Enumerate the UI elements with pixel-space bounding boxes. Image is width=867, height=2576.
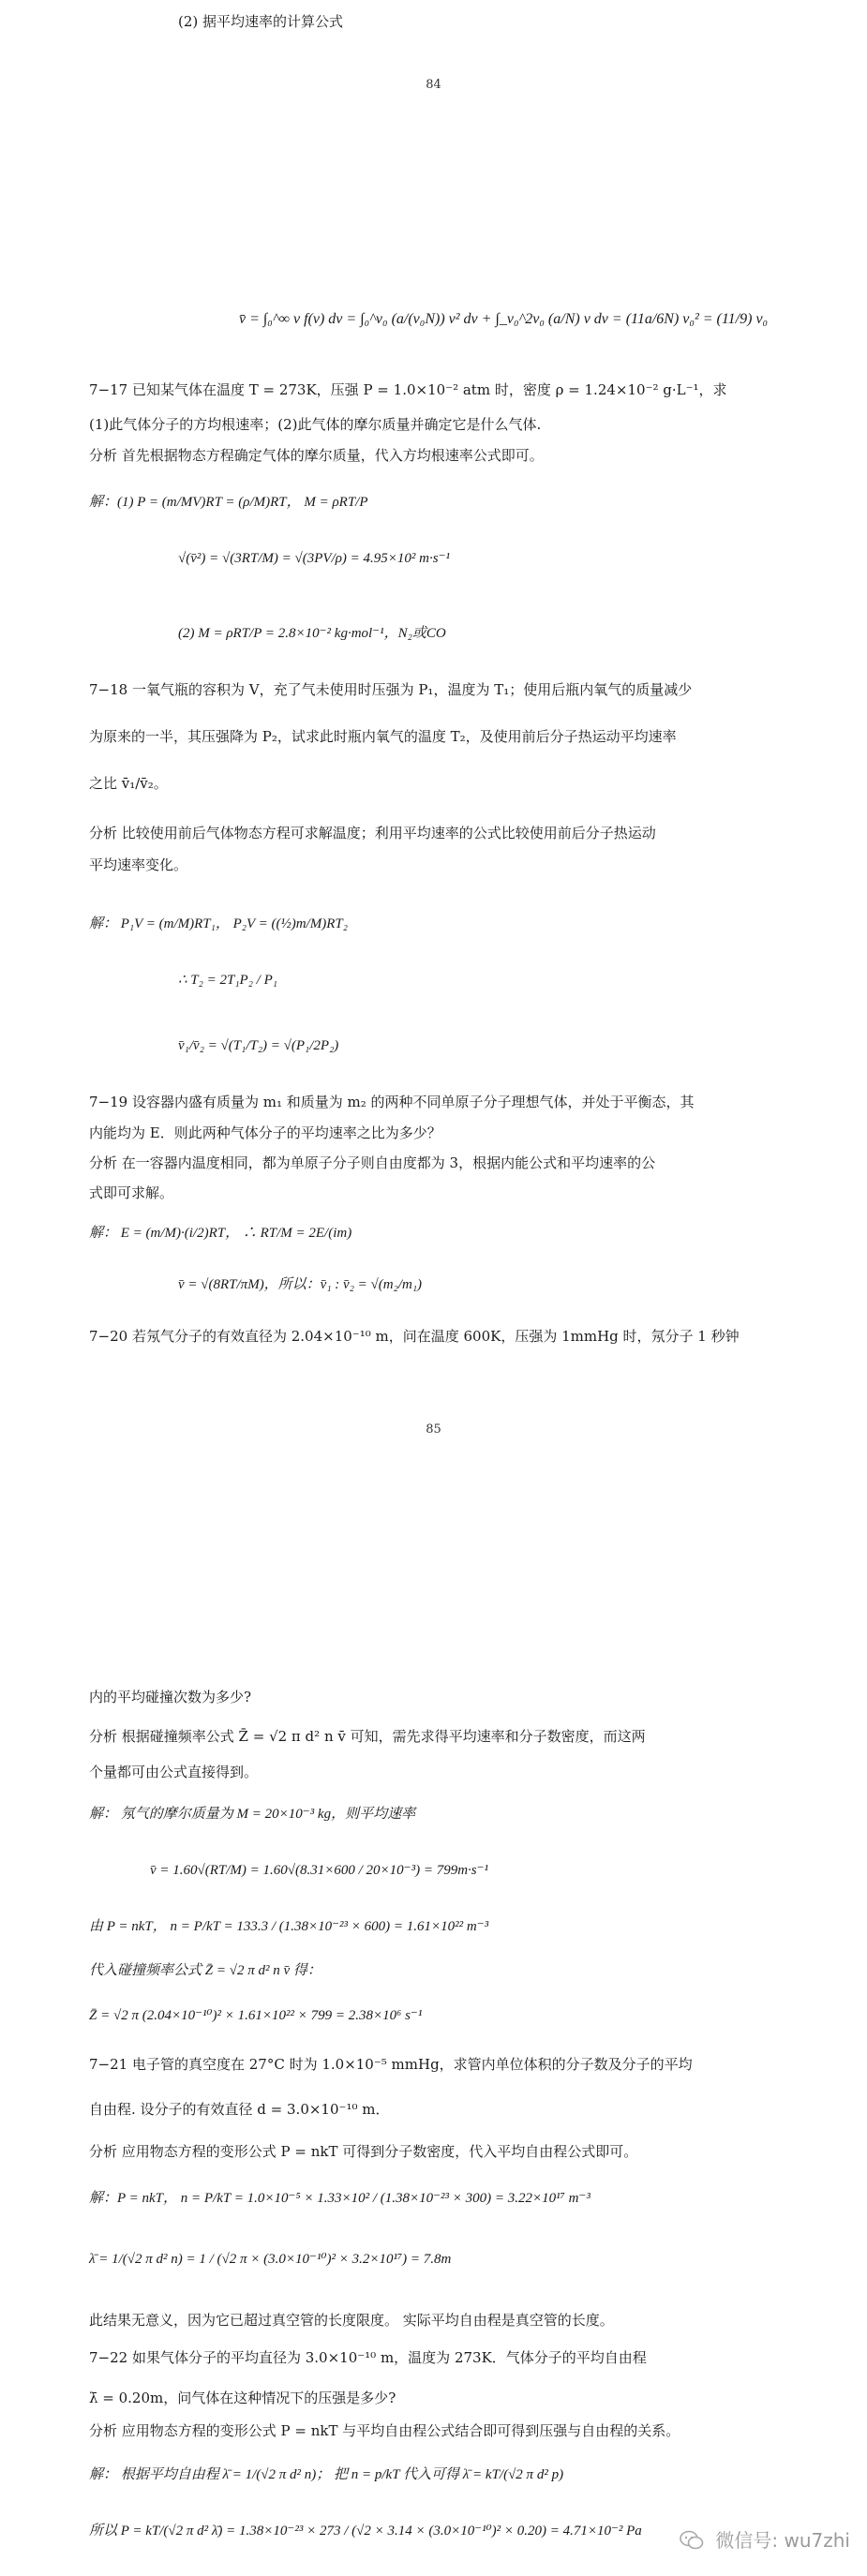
- problem-7-20-analysis-2: 个量都可由公式直接得到。: [89, 1764, 259, 1780]
- problem-7-18-statement-3: 之比 v̄₁/v̄₂。: [89, 775, 168, 792]
- problem-7-17-questions: (1)此气体分子的方均根速率；(2)此气体的摩尔质量并确定它是什么气体.: [89, 416, 542, 433]
- problem-7-18-solution-2: ∴ T₂ = 2T₁P₂ / P₁: [178, 973, 277, 988]
- problem-7-17-solution-3: (2) M = ρRT/P = 2.8×10⁻² kg·mol⁻¹，N₂或CO: [178, 626, 446, 641]
- problem-7-20-solution-3: 由 P = nkT， n = P/kT = 133.3 / (1.38×10⁻²³ × 600) = 1.61×10²² m⁻³: [89, 1919, 489, 1934]
- problem-7-21-solution-1: 解：P = nkT， n = P/kT = 1.0×10⁻⁵ × 1.33×10² / (1.38×10⁻²³ × 300) = 3.22×10¹⁷ m⁻³: [89, 2191, 590, 2206]
- problem-7-20-solution-2: v̄ = 1.60√(RT/M) = 1.60√(8.31×600 / 20×10⁻³) = 799m·s⁻¹: [150, 1863, 489, 1878]
- problem-7-21-note: 此结果无意义，因为它已超过真空管的长度限度。 实际平均自由程是真空管的长度。: [89, 2312, 614, 2329]
- problem-7-18-statement-1: 7−18 一氧气瓶的容积为 V，充了气未使用时压强为 P₁，温度为 T₁；使用后瓶内氧气的质量减少: [89, 681, 693, 698]
- problem-7-22-solution-1: 解： 根据平均自由程 λ̄ = 1/(√2 π d² n)； 把 n = p/kT 代入可得 λ̄ = kT/(√2 π d² p): [89, 2467, 564, 2482]
- problem-7-19-statement-2: 内能均为 E．则此两种气体分子的平均速率之比为多少？: [89, 1124, 441, 1141]
- problem-7-22-statement-2: λ̄ = 0.20m，问气体在这种情况下的压强是多少?: [89, 2390, 396, 2406]
- problem-7-19-statement-1: 7−19 设容器内盛有质量为 m₁ 和质量为 m₂ 的两种不同单原子分子理想气体，并处于平衡态，其: [89, 1094, 695, 1110]
- problem-7-17-solution-2: √(v̄²) = √(3RT/M) = √(3PV/ρ) = 4.95×10² m·s⁻¹: [178, 551, 451, 566]
- equation-mean-speed: v̄ = ∫₀^∞ v f(v) dv = ∫₀^v₀ (a/(v₀N)) v² dv + ∫_v₀^2v₀ (a/N) v dv = (11a/6N) v₀² = (11/9) v₀: [239, 311, 769, 327]
- wechat-watermark: [680, 2530, 850, 2551]
- problem-7-19-solution-1: 解： E = (m/M)·(i/2)RT， ∴ RT/M = 2E/(im): [89, 1226, 352, 1241]
- problem-7-20-solution-1: 解： 氖气的摩尔质量为 M = 20×10⁻³ kg，则平均速率: [89, 1807, 416, 1822]
- section-heading: (2) 据平均速率的计算公式: [178, 13, 344, 30]
- problem-7-22-statement-1: 7−22 如果气体分子的平均直径为 3.0×10⁻¹⁰ m，温度为 273K．气体分子的平均自由程: [89, 2349, 647, 2366]
- problem-7-18-analysis-2: 平均速率变化。: [89, 856, 188, 873]
- problem-7-17-solution-1: 解：(1) P = (m/MV)RT = (ρ/M)RT， M = ρRT/P: [89, 495, 368, 510]
- problem-7-18-analysis-1: 分析 比较使用前后气体物态方程可求解温度；利用平均速率的公式比较使用前后分子热运动: [89, 825, 656, 841]
- problem-7-22-analysis: 分析 应用物态方程的变形公式 P = nkT 与平均自由程公式结合即可得到压强与自由程的关系。: [89, 2422, 680, 2439]
- problem-7-20-statement-1: 7−20 若氖气分子的有效直径为 2.04×10⁻¹⁰ m，问在温度 600K，压强为 1mmHg 时，氖分子 1 秒钟: [89, 1328, 740, 1345]
- problem-7-21-statement-1: 7−21 电子管的真空度在 27°C 时为 1.0×10⁻⁵ mmHg，求管内单位体积的分子数及分子的平均: [89, 2056, 693, 2073]
- problem-7-20-solution-5: Z̄ = √2 π (2.04×10⁻¹⁰)² × 1.61×10²² × 799 = 2.38×10⁶ s⁻¹: [89, 2008, 423, 2023]
- watermark-label: 微信号: wu7zhi: [715, 2529, 850, 2552]
- problem-7-20-statement-2: 内的平均碰撞次数为多少?: [89, 1689, 252, 1705]
- problem-7-19-solution-2: v̄ = √(8RT/πM)，所以：v̄₁ : v̄₂ = √(m₂/m₁): [178, 1277, 423, 1292]
- problem-7-20-analysis-1: 分析 根据碰撞频率公式 Z̄ = √2 π d² n v̄ 可知，需先求得平均速率和分子数密度，而这两: [89, 1728, 646, 1745]
- wechat-icon: [680, 2530, 704, 2551]
- problem-7-19-analysis-1: 分析 在一容器内温度相同，都为单原子分子则自由度都为 3，根据内能公式和平均速率的公: [89, 1154, 656, 1171]
- problem-7-20-solution-4: 代入碰撞频率公式 Z̄ = √2 π d² n v̄ 得：: [89, 1963, 321, 1978]
- problem-7-21-solution-2: λ̄ = 1/(√2 π d² n) = 1 / (√2 π × (3.0×10⁻¹⁰)² × 3.2×10¹⁷) = 7.8m: [89, 2252, 452, 2267]
- page-number: 85: [426, 1422, 441, 1437]
- problem-7-18-statement-2: 为原来的一半，其压强降为 P₂，试求此时瓶内氧气的温度 T₂，及使用前后分子热运动平均速率: [89, 728, 677, 745]
- problem-7-18-solution-3: v̄₁/v̄₂ = √(T₁/T₂) = √(P₁/2P₂): [178, 1038, 339, 1053]
- problem-7-17-statement: 7−17 已知某气体在温度 T = 273K，压强 P = 1.0×10⁻² atm 时，密度 ρ = 1.24×10⁻² g·L⁻¹，求: [89, 381, 727, 398]
- problem-7-21-statement-2: 自由程. 设分子的有效直径 d = 3.0×10⁻¹⁰ m．: [89, 2101, 390, 2118]
- problem-7-21-analysis: 分析 应用物态方程的变形公式 P = nkT 可得到分子数密度，代入平均自由程公式即可。: [89, 2143, 638, 2160]
- page-number: 84: [426, 78, 441, 92]
- problem-7-18-solution-1: 解： P₁V = (m/M)RT₁， P₂V = ((½)m/M)RT₂: [89, 916, 348, 931]
- problem-7-17-analysis: 分析 首先根据物态方程确定气体的摩尔质量，代入方均根速率公式即可。: [89, 447, 544, 464]
- problem-7-22-solution-2: 所以 P = kT/(√2 π d² λ̄) = 1.38×10⁻²³ × 273 / (√2 × 3.14 × (3.0×10⁻¹⁰)² × 0.20) = 4.71×10⁻² Pa: [89, 2524, 642, 2539]
- problem-7-19-analysis-2: 式即可求解。: [89, 1184, 174, 1201]
